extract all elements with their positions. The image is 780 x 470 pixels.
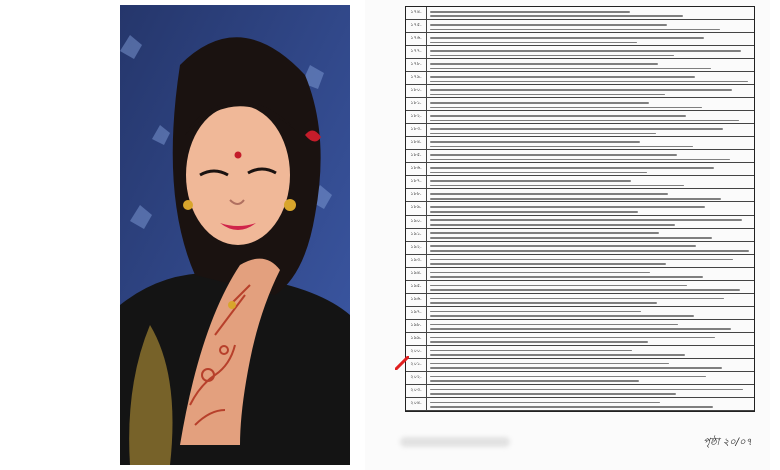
table-row xyxy=(406,163,754,176)
text-line xyxy=(430,81,748,83)
row-number: ১৯৬. xyxy=(406,294,427,306)
row-number: ১৮৪. xyxy=(406,137,427,149)
row-number: ১৯৪. xyxy=(406,268,427,280)
row-number: ১৮০. xyxy=(406,85,427,97)
row-number: ১৯৭. xyxy=(406,307,427,319)
row-number: ১৮৮. xyxy=(406,189,427,201)
row-number: ২০২. xyxy=(406,372,427,384)
red-marker-arrow xyxy=(395,355,409,374)
table-row xyxy=(406,111,754,124)
portrait-illustration xyxy=(120,5,350,465)
row-number: ২০০. xyxy=(406,346,427,358)
text-line xyxy=(430,263,666,265)
row-number: ২০১. xyxy=(406,359,427,371)
text-line xyxy=(430,68,711,70)
table-row xyxy=(406,202,754,215)
row-number: ১৭৬. xyxy=(406,33,427,45)
text-line xyxy=(430,185,684,187)
text-line xyxy=(430,380,639,382)
text-line xyxy=(430,198,721,200)
text-line xyxy=(430,363,669,365)
text-line xyxy=(430,259,733,261)
table-row xyxy=(406,20,754,33)
row-number: ১৭৭. xyxy=(406,46,427,58)
text-line xyxy=(430,37,704,39)
table-row xyxy=(406,216,754,229)
table-row xyxy=(406,46,754,59)
redacted-area xyxy=(400,437,510,447)
row-number: ১৮২. xyxy=(406,111,427,123)
text-line xyxy=(430,232,659,234)
text-line xyxy=(430,141,640,143)
text-line xyxy=(430,237,712,239)
table-row xyxy=(406,7,754,20)
text-line xyxy=(430,180,631,182)
row-number: ১৮৩. xyxy=(406,124,427,136)
text-line xyxy=(430,128,723,130)
table-row xyxy=(406,398,754,411)
table-row xyxy=(406,85,754,98)
table-row xyxy=(406,294,754,307)
text-line xyxy=(430,289,740,291)
row-number: ১৯১. xyxy=(406,229,427,241)
text-line xyxy=(430,376,706,378)
text-line xyxy=(430,154,677,156)
text-line xyxy=(430,389,743,391)
table-row xyxy=(406,33,754,46)
table-row xyxy=(406,98,754,111)
text-line xyxy=(430,354,685,356)
table-row xyxy=(406,346,754,359)
text-line xyxy=(430,350,632,352)
record-table xyxy=(405,6,755,412)
table-row xyxy=(406,281,754,294)
text-line xyxy=(430,328,731,330)
table-row xyxy=(406,333,754,346)
table-row xyxy=(406,137,754,150)
text-line xyxy=(430,211,638,213)
table-row xyxy=(406,268,754,281)
row-number: ১৯৮. xyxy=(406,320,427,332)
table-row xyxy=(406,307,754,320)
row-number: ১৯৫. xyxy=(406,281,427,293)
table-row xyxy=(406,72,754,85)
row-number: ১৮৭. xyxy=(406,176,427,188)
text-line xyxy=(430,245,696,247)
text-line xyxy=(430,55,674,57)
row-number: ১৯৯. xyxy=(406,333,427,345)
text-line xyxy=(430,102,649,104)
text-line xyxy=(430,272,650,274)
text-line xyxy=(430,50,741,52)
text-line xyxy=(430,11,630,13)
text-line xyxy=(430,63,658,65)
row-number: ১৭৮. xyxy=(406,59,427,71)
table-row xyxy=(406,359,754,372)
row-number: ১৭৫. xyxy=(406,20,427,32)
row-number: ১৭৯. xyxy=(406,72,427,84)
text-line xyxy=(430,24,667,26)
table-row xyxy=(406,320,754,333)
text-line xyxy=(430,120,739,122)
table-row xyxy=(406,385,754,398)
page-number: পৃষ্ঠা ২০/০৭ xyxy=(703,437,752,448)
table-row xyxy=(406,189,754,202)
text-line xyxy=(430,206,705,208)
text-line xyxy=(430,167,714,169)
row-number: ১৮৯. xyxy=(406,202,427,214)
text-line xyxy=(430,302,657,304)
text-line xyxy=(430,42,637,44)
text-line xyxy=(430,367,722,369)
text-line xyxy=(430,133,656,135)
text-line xyxy=(430,159,730,161)
scanned-document xyxy=(365,0,770,470)
text-line xyxy=(430,15,683,17)
table-row xyxy=(406,242,754,255)
row-number: ২০৩. xyxy=(406,385,427,397)
text-line xyxy=(430,76,695,78)
text-line xyxy=(430,224,675,226)
row-number: ১৮৫. xyxy=(406,150,427,162)
text-line xyxy=(430,324,678,326)
text-line xyxy=(430,89,732,91)
table-row xyxy=(406,150,754,163)
text-line xyxy=(430,107,702,109)
text-line xyxy=(430,298,724,300)
table-row xyxy=(406,255,754,268)
text-line xyxy=(430,172,647,174)
row-number: ১৮৬. xyxy=(406,163,427,175)
text-line xyxy=(430,393,676,395)
table-row xyxy=(406,124,754,137)
table-row xyxy=(406,372,754,385)
table-row xyxy=(406,229,754,242)
text-line xyxy=(430,276,703,278)
text-line xyxy=(430,406,713,408)
text-line xyxy=(430,337,715,339)
text-line xyxy=(430,146,693,148)
row-number: ১৯২. xyxy=(406,242,427,254)
row-number: ১৭৪. xyxy=(406,7,427,19)
text-line xyxy=(430,285,687,287)
table-row xyxy=(406,59,754,72)
portrait-photo xyxy=(120,5,350,465)
text-line xyxy=(430,311,641,313)
row-number: ১৯৩. xyxy=(406,255,427,267)
row-number: ২০৪. xyxy=(406,398,427,410)
text-line xyxy=(430,94,665,96)
row-number: ১৮১. xyxy=(406,98,427,110)
text-line xyxy=(430,29,720,31)
text-line xyxy=(430,193,668,195)
text-line xyxy=(430,341,648,343)
row-number: ১৯০. xyxy=(406,216,427,228)
text-line xyxy=(430,219,742,221)
text-line xyxy=(430,115,686,117)
text-line xyxy=(430,315,694,317)
text-line xyxy=(430,250,749,252)
text-line xyxy=(430,402,660,404)
table-row xyxy=(406,176,754,189)
